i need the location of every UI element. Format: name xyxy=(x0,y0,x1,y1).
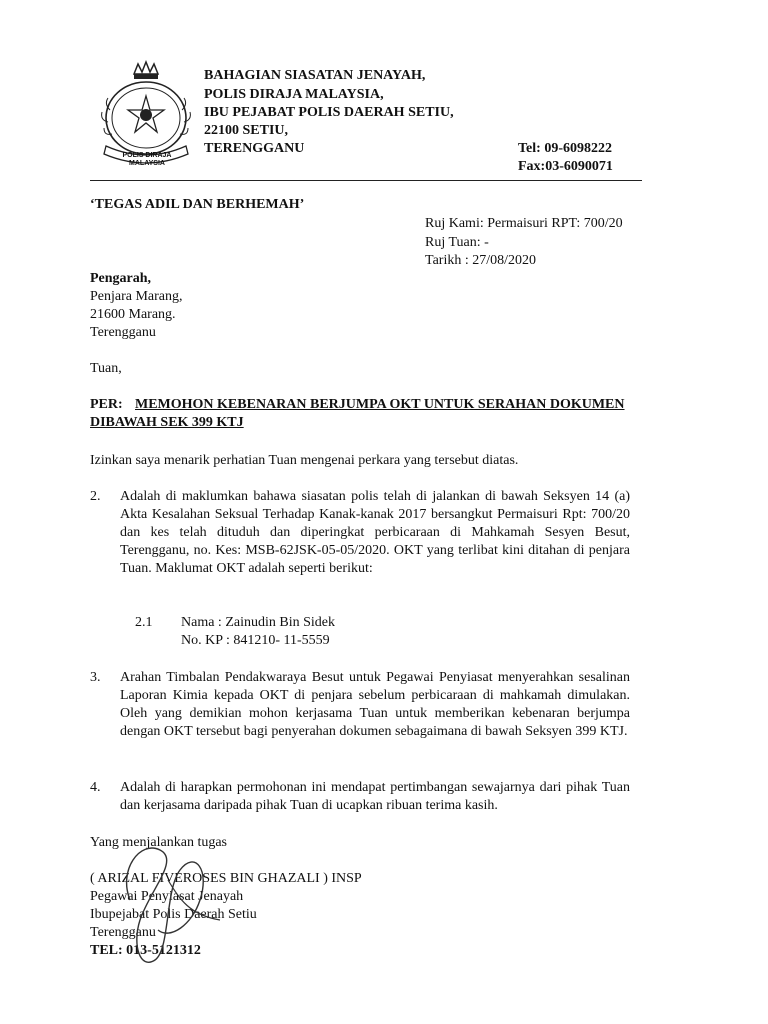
recipient-title: Pengarah, xyxy=(90,271,152,286)
paragraph-4 xyxy=(90,779,630,815)
letterhead-line-3: IBU PEJABAT POLIS DAERAH SETIU, xyxy=(204,105,454,120)
paragraph-number: 2. xyxy=(90,489,101,504)
signer-position: Pegawai Penyiasat Jenayah xyxy=(90,889,244,904)
paragraph-number: 4. xyxy=(90,780,101,795)
signer-state: Terengganu xyxy=(90,925,156,940)
paragraph-2 xyxy=(90,488,630,578)
motto: ‘TEGAS ADIL DAN BERHEMAH’ xyxy=(90,197,305,212)
closing-phrase: Yang menjalankan tugas xyxy=(90,835,227,850)
paragraph-3 xyxy=(90,669,630,741)
signer-office: Ibupejabat Polis Daerah Setiu xyxy=(90,907,257,922)
signer-name: ( ARIZAL FIVEROSES BIN GHAZALI ) INSP xyxy=(90,871,362,886)
letterhead-line-4: 22100 SETIU, xyxy=(204,123,289,138)
salutation: Tuan, xyxy=(90,361,122,376)
header-divider xyxy=(90,180,642,181)
letterhead-line-5: TERENGGANU xyxy=(204,141,305,156)
ref-tarikh: Tarikh : 27/08/2020 xyxy=(425,253,537,268)
letterhead-line-2: POLIS DIRAJA MALAYSIA, xyxy=(204,87,384,102)
letterhead-tel: Tel: 09-6098222 xyxy=(518,141,612,156)
okt-number: 2.1 xyxy=(135,615,153,630)
signer-tel: TEL: 013-5121312 xyxy=(90,943,201,958)
subject-text-line-1: MEMOHON KEBENARAN BERJUMPA OKT UNTUK SERAHAN DOKUMEN xyxy=(135,397,625,412)
okt-nokp: No. KP : 841210- 11-5559 xyxy=(181,633,330,648)
paragraph-text: Arahan Timbalan Pendakwaraya Besut untuk Pegawai Penyiasat menyerahkan sesalinan Laporan Kimia kepada OKT di penjara sebelum perbicaraan di mahkamah dimulakan. Oleh yang demikian mohon kerjasama Tuan untuk memberikan kebenaran berjumpa dengan OKT tersebut bagi penyerahan dokumen sebagaimana di bawah Seksyen 399 KTJ. xyxy=(120,670,630,739)
subject-line xyxy=(90,396,630,432)
subject-text-line-2: DIBAWAH SEK 399 KTJ xyxy=(90,415,244,430)
paragraph-text: Adalah di harapkan permohonan ini mendapat pertimbangan sewajarnya dari pihak Tuan dan kerjasama daripada pihak Tuan di ucapkan ribuan terima kasih. xyxy=(120,780,630,813)
letterhead-line-1: BAHAGIAN SIASATAN JENAYAH, xyxy=(204,68,426,83)
paragraph-number: 3. xyxy=(90,670,101,685)
paragraph-text: Adalah di maklumkan bahawa siasatan polis telah di jalankan di bawah Seksyen 14 (a) Akta Kesalahan Seksual Terhadap Kanak-kanak 2017 bersangkut Permaisuri Rpt: 700/20 dan kes telah dituduh dan diperingkat perbicaraan di Mahkamah Sesyen Besut, Terengganu, no. Kes: MSB-62JSK-05-05/2020. OKT yang terlibat kini ditahan di penjara Tuan. Maklumat OKT adalah seperti berikut: xyxy=(120,489,630,576)
recipient-line-1: Penjara Marang, xyxy=(90,289,183,304)
letterhead-fax: Fax:03-6090071 xyxy=(518,159,613,174)
crest-banner-text: POLIS DIRAJA MALAYSIA xyxy=(122,152,172,167)
recipient-line-3: Terengganu xyxy=(90,325,156,340)
intro-paragraph: Izinkan saya menarik perhatian Tuan mengenai perkara yang tersebut diatas. xyxy=(90,453,519,468)
ref-ruj-kami: Ruj Kami: Permaisuri RPT: 700/20 xyxy=(425,216,623,231)
recipient-line-2: 21600 Marang. xyxy=(90,307,176,322)
ref-ruj-tuan: Ruj Tuan: - xyxy=(425,235,489,250)
okt-nama: Nama : Zainudin Bin Sidek xyxy=(181,615,335,630)
subject-prefix: PER: xyxy=(90,397,123,412)
